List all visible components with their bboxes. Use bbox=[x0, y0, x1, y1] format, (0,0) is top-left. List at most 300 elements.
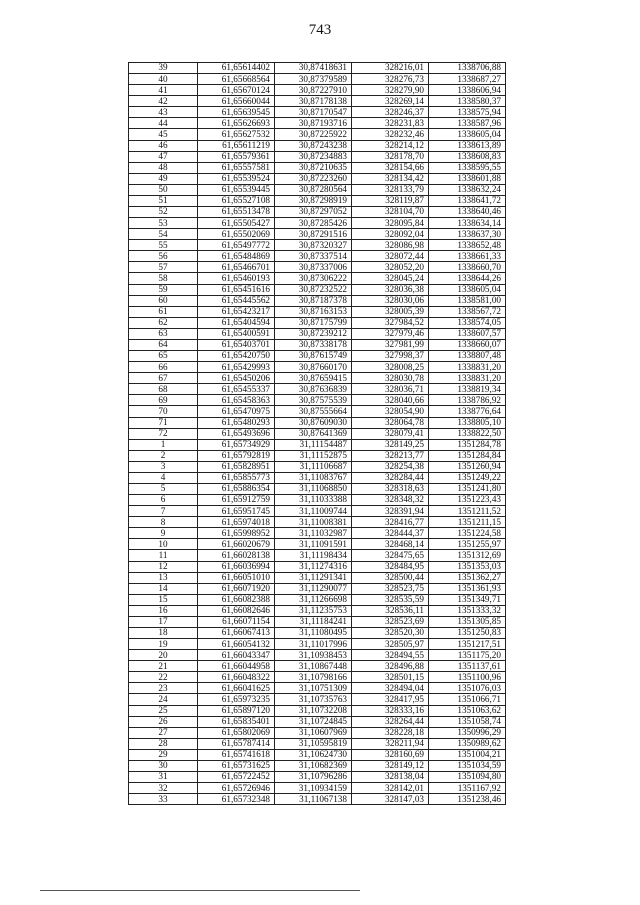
x-coordinate-cell: 328284,44 bbox=[352, 472, 429, 483]
latitude-cell: 61,65897120 bbox=[198, 705, 275, 716]
table-row bbox=[129, 428, 506, 439]
latitude-cell: 61,65455337 bbox=[198, 384, 275, 395]
table-row bbox=[129, 461, 506, 472]
x-coordinate-cell: 328232,46 bbox=[352, 129, 429, 140]
table-row bbox=[129, 195, 506, 206]
table-row bbox=[129, 439, 506, 450]
y-coordinate-cell: 1338831,20 bbox=[429, 362, 506, 373]
latitude-cell: 61,66071920 bbox=[198, 583, 275, 594]
y-coordinate-cell: 1351312,69 bbox=[429, 550, 506, 561]
point-number-cell: 53 bbox=[129, 218, 198, 229]
table-row bbox=[129, 306, 506, 317]
table-row bbox=[129, 639, 506, 650]
latitude-cell: 61,65611219 bbox=[198, 140, 275, 151]
point-number-cell: 40 bbox=[129, 74, 198, 85]
point-number-cell: 63 bbox=[129, 328, 198, 339]
table-row bbox=[129, 85, 506, 96]
point-number-cell: 30 bbox=[129, 760, 198, 771]
longitude-cell: 31,10751309 bbox=[275, 683, 352, 694]
point-number-cell: 48 bbox=[129, 162, 198, 173]
longitude-cell: 31,10595819 bbox=[275, 738, 352, 749]
table-row bbox=[129, 284, 506, 295]
latitude-cell: 61,65627532 bbox=[198, 129, 275, 140]
table-row bbox=[129, 794, 506, 805]
y-coordinate-cell: 1338613,89 bbox=[429, 140, 506, 151]
table-row bbox=[129, 417, 506, 428]
y-coordinate-cell: 1338786,92 bbox=[429, 395, 506, 406]
point-number-cell: 21 bbox=[129, 661, 198, 672]
latitude-cell: 61,65734929 bbox=[198, 439, 275, 450]
x-coordinate-cell: 328005,39 bbox=[352, 306, 429, 317]
x-coordinate-cell: 327984,52 bbox=[352, 317, 429, 328]
table-row bbox=[129, 129, 506, 140]
latitude-cell: 61,65951745 bbox=[198, 506, 275, 517]
y-coordinate-cell: 1351255,97 bbox=[429, 539, 506, 550]
latitude-cell: 61,65404594 bbox=[198, 317, 275, 328]
latitude-cell: 61,65835401 bbox=[198, 716, 275, 727]
point-number-cell: 13 bbox=[129, 572, 198, 583]
longitude-cell: 31,11083767 bbox=[275, 472, 352, 483]
y-coordinate-cell: 1338652,48 bbox=[429, 240, 506, 251]
longitude-cell: 30,87418631 bbox=[275, 63, 352, 74]
y-coordinate-cell: 1338660,70 bbox=[429, 262, 506, 273]
table-row bbox=[129, 240, 506, 251]
point-number-cell: 72 bbox=[129, 428, 198, 439]
table-row bbox=[129, 450, 506, 461]
point-number-cell: 19 bbox=[129, 639, 198, 650]
longitude-cell: 30,87243238 bbox=[275, 140, 352, 151]
y-coordinate-cell: 1351167,92 bbox=[429, 783, 506, 794]
table-row bbox=[129, 184, 506, 195]
latitude-cell: 61,65423217 bbox=[198, 306, 275, 317]
x-coordinate-cell: 328318,63 bbox=[352, 483, 429, 494]
latitude-cell: 61,66071154 bbox=[198, 616, 275, 627]
latitude-cell: 61,65445562 bbox=[198, 295, 275, 306]
table-row bbox=[129, 339, 506, 350]
x-coordinate-cell: 327979,46 bbox=[352, 328, 429, 339]
y-coordinate-cell: 1338632,24 bbox=[429, 184, 506, 195]
point-number-cell: 32 bbox=[129, 783, 198, 794]
point-number-cell: 18 bbox=[129, 627, 198, 638]
table-row bbox=[129, 351, 506, 362]
latitude-cell: 61,65670124 bbox=[198, 85, 275, 96]
table-row bbox=[129, 694, 506, 705]
x-coordinate-cell: 328036,38 bbox=[352, 284, 429, 295]
x-coordinate-cell: 328095,84 bbox=[352, 218, 429, 229]
y-coordinate-cell: 1351249,22 bbox=[429, 472, 506, 483]
y-coordinate-cell: 1351223,43 bbox=[429, 495, 506, 506]
longitude-cell: 31,11291341 bbox=[275, 572, 352, 583]
point-number-cell: 50 bbox=[129, 184, 198, 195]
longitude-cell: 30,87163153 bbox=[275, 306, 352, 317]
table-row bbox=[129, 583, 506, 594]
table-row bbox=[129, 373, 506, 384]
longitude-cell: 30,87193716 bbox=[275, 118, 352, 129]
x-coordinate-cell: 328030,06 bbox=[352, 295, 429, 306]
longitude-cell: 31,10682369 bbox=[275, 760, 352, 771]
y-coordinate-cell: 1338580,37 bbox=[429, 96, 506, 107]
point-number-cell: 42 bbox=[129, 96, 198, 107]
x-coordinate-cell: 328064,78 bbox=[352, 417, 429, 428]
y-coordinate-cell: 1338644,26 bbox=[429, 273, 506, 284]
x-coordinate-cell: 328216,01 bbox=[352, 63, 429, 74]
x-coordinate-cell: 328086,98 bbox=[352, 240, 429, 251]
latitude-cell: 61,66051010 bbox=[198, 572, 275, 583]
latitude-cell: 61,65792819 bbox=[198, 450, 275, 461]
table-row bbox=[129, 683, 506, 694]
table-row bbox=[129, 772, 506, 783]
longitude-cell: 31,10607969 bbox=[275, 727, 352, 738]
x-coordinate-cell: 328133,79 bbox=[352, 184, 429, 195]
x-coordinate-cell: 328228,18 bbox=[352, 727, 429, 738]
latitude-cell: 61,66043347 bbox=[198, 650, 275, 661]
table-row bbox=[129, 517, 506, 528]
longitude-cell: 30,87555664 bbox=[275, 406, 352, 417]
longitude-cell: 30,87641369 bbox=[275, 428, 352, 439]
y-coordinate-cell: 1351353,03 bbox=[429, 561, 506, 572]
y-coordinate-cell: 1338637,30 bbox=[429, 229, 506, 240]
x-coordinate-cell: 328149,25 bbox=[352, 439, 429, 450]
point-number-cell: 10 bbox=[129, 539, 198, 550]
y-coordinate-cell: 1338575,94 bbox=[429, 107, 506, 118]
x-coordinate-cell: 328079,41 bbox=[352, 428, 429, 439]
longitude-cell: 31,11154487 bbox=[275, 439, 352, 450]
point-number-cell: 41 bbox=[129, 85, 198, 96]
x-coordinate-cell: 328535,59 bbox=[352, 594, 429, 605]
y-coordinate-cell: 1338567,72 bbox=[429, 306, 506, 317]
longitude-cell: 31,10938453 bbox=[275, 650, 352, 661]
y-coordinate-cell: 1338831,20 bbox=[429, 373, 506, 384]
point-number-cell: 1 bbox=[129, 439, 198, 450]
x-coordinate-cell: 328211,94 bbox=[352, 738, 429, 749]
latitude-cell: 61,65458363 bbox=[198, 395, 275, 406]
longitude-cell: 30,87298919 bbox=[275, 195, 352, 206]
longitude-cell: 31,10798166 bbox=[275, 672, 352, 683]
y-coordinate-cell: 1351238,46 bbox=[429, 794, 506, 805]
x-coordinate-cell: 328501,15 bbox=[352, 672, 429, 683]
longitude-cell: 31,11198434 bbox=[275, 550, 352, 561]
latitude-cell: 61,65429993 bbox=[198, 362, 275, 373]
latitude-cell: 61,65460193 bbox=[198, 273, 275, 284]
x-coordinate-cell: 328276,73 bbox=[352, 74, 429, 85]
latitude-cell: 61,65403701 bbox=[198, 339, 275, 350]
x-coordinate-cell: 328523,69 bbox=[352, 616, 429, 627]
point-number-cell: 5 bbox=[129, 483, 198, 494]
point-number-cell: 24 bbox=[129, 694, 198, 705]
x-coordinate-cell: 328246,37 bbox=[352, 107, 429, 118]
point-number-cell: 44 bbox=[129, 118, 198, 129]
point-number-cell: 61 bbox=[129, 306, 198, 317]
y-coordinate-cell: 1351284,78 bbox=[429, 439, 506, 450]
longitude-cell: 30,87223260 bbox=[275, 173, 352, 184]
y-coordinate-cell: 1351284,84 bbox=[429, 450, 506, 461]
point-number-cell: 22 bbox=[129, 672, 198, 683]
x-coordinate-cell: 328417,95 bbox=[352, 694, 429, 705]
point-number-cell: 64 bbox=[129, 339, 198, 350]
point-number-cell: 59 bbox=[129, 284, 198, 295]
latitude-cell: 61,65741618 bbox=[198, 749, 275, 760]
longitude-cell: 30,87239212 bbox=[275, 328, 352, 339]
table-row bbox=[129, 506, 506, 517]
x-coordinate-cell: 328523,75 bbox=[352, 583, 429, 594]
longitude-cell: 31,10934159 bbox=[275, 783, 352, 794]
table-row bbox=[129, 295, 506, 306]
point-number-cell: 69 bbox=[129, 395, 198, 406]
longitude-cell: 31,10735763 bbox=[275, 694, 352, 705]
table-row bbox=[129, 550, 506, 561]
longitude-cell: 31,11009744 bbox=[275, 506, 352, 517]
y-coordinate-cell: 1351241,80 bbox=[429, 483, 506, 494]
longitude-cell: 30,87338178 bbox=[275, 339, 352, 350]
longitude-cell: 31,10867448 bbox=[275, 661, 352, 672]
x-coordinate-cell: 328213,77 bbox=[352, 450, 429, 461]
y-coordinate-cell: 1350989,62 bbox=[429, 738, 506, 749]
longitude-cell: 30,87170547 bbox=[275, 107, 352, 118]
point-number-cell: 8 bbox=[129, 517, 198, 528]
x-coordinate-cell: 328178,70 bbox=[352, 151, 429, 162]
y-coordinate-cell: 1338822,50 bbox=[429, 428, 506, 439]
latitude-cell: 61,66041625 bbox=[198, 683, 275, 694]
latitude-cell: 61,66054132 bbox=[198, 639, 275, 650]
x-coordinate-cell: 328500,44 bbox=[352, 572, 429, 583]
latitude-cell: 61,65539524 bbox=[198, 173, 275, 184]
point-number-cell: 70 bbox=[129, 406, 198, 417]
y-coordinate-cell: 1351094,80 bbox=[429, 772, 506, 783]
x-coordinate-cell: 328138,04 bbox=[352, 772, 429, 783]
longitude-cell: 30,87615749 bbox=[275, 351, 352, 362]
latitude-cell: 61,65787414 bbox=[198, 738, 275, 749]
y-coordinate-cell: 1351333,32 bbox=[429, 605, 506, 616]
x-coordinate-cell: 328444,37 bbox=[352, 528, 429, 539]
y-coordinate-cell: 1351260,94 bbox=[429, 461, 506, 472]
x-coordinate-cell: 328536,11 bbox=[352, 605, 429, 616]
latitude-cell: 61,65626693 bbox=[198, 118, 275, 129]
y-coordinate-cell: 1351076,03 bbox=[429, 683, 506, 694]
table-row bbox=[129, 616, 506, 627]
y-coordinate-cell: 1338601,88 bbox=[429, 173, 506, 184]
y-coordinate-cell: 1351362,27 bbox=[429, 572, 506, 583]
longitude-cell: 31,10796286 bbox=[275, 772, 352, 783]
longitude-cell: 30,87225922 bbox=[275, 129, 352, 140]
latitude-cell: 61,65974018 bbox=[198, 517, 275, 528]
x-coordinate-cell: 328092,04 bbox=[352, 229, 429, 240]
x-coordinate-cell: 328496,88 bbox=[352, 661, 429, 672]
x-coordinate-cell: 328391,94 bbox=[352, 506, 429, 517]
point-number-cell: 31 bbox=[129, 772, 198, 783]
table-row bbox=[129, 74, 506, 85]
point-number-cell: 14 bbox=[129, 583, 198, 594]
table-row bbox=[129, 738, 506, 749]
longitude-cell: 31,10732208 bbox=[275, 705, 352, 716]
table-row bbox=[129, 63, 506, 74]
table-row bbox=[129, 760, 506, 771]
latitude-cell: 61,65470975 bbox=[198, 406, 275, 417]
longitude-cell: 31,11067138 bbox=[275, 794, 352, 805]
y-coordinate-cell: 1351305,85 bbox=[429, 616, 506, 627]
y-coordinate-cell: 1338687,27 bbox=[429, 74, 506, 85]
footnote-divider bbox=[40, 890, 360, 891]
longitude-cell: 30,87636839 bbox=[275, 384, 352, 395]
longitude-cell: 31,11235753 bbox=[275, 605, 352, 616]
latitude-cell: 61,65722452 bbox=[198, 772, 275, 783]
coordinates-table bbox=[128, 62, 506, 805]
table-row bbox=[129, 162, 506, 173]
x-coordinate-cell: 328045,24 bbox=[352, 273, 429, 284]
x-coordinate-cell: 327998,37 bbox=[352, 351, 429, 362]
latitude-cell: 61,65513478 bbox=[198, 207, 275, 218]
y-coordinate-cell: 1351137,61 bbox=[429, 661, 506, 672]
table-row bbox=[129, 362, 506, 373]
table-row bbox=[129, 495, 506, 506]
y-coordinate-cell: 1351175,20 bbox=[429, 650, 506, 661]
point-number-cell: 65 bbox=[129, 351, 198, 362]
x-coordinate-cell: 328475,65 bbox=[352, 550, 429, 561]
longitude-cell: 30,87337514 bbox=[275, 251, 352, 262]
table-row bbox=[129, 561, 506, 572]
y-coordinate-cell: 1338605,04 bbox=[429, 129, 506, 140]
y-coordinate-cell: 1338587,96 bbox=[429, 118, 506, 129]
table-row bbox=[129, 627, 506, 638]
table-row bbox=[129, 251, 506, 262]
table-row bbox=[129, 173, 506, 184]
x-coordinate-cell: 328468,14 bbox=[352, 539, 429, 550]
point-number-cell: 66 bbox=[129, 362, 198, 373]
longitude-cell: 30,87660170 bbox=[275, 362, 352, 373]
longitude-cell: 30,87178138 bbox=[275, 96, 352, 107]
table-row bbox=[129, 727, 506, 738]
y-coordinate-cell: 1338607,57 bbox=[429, 328, 506, 339]
y-coordinate-cell: 1338805,10 bbox=[429, 417, 506, 428]
longitude-cell: 30,87306222 bbox=[275, 273, 352, 284]
longitude-cell: 30,87297052 bbox=[275, 207, 352, 218]
table-row bbox=[129, 395, 506, 406]
latitude-cell: 61,65493696 bbox=[198, 428, 275, 439]
latitude-cell: 61,65484869 bbox=[198, 251, 275, 262]
latitude-cell: 61,65480293 bbox=[198, 417, 275, 428]
x-coordinate-cell: 328269,14 bbox=[352, 96, 429, 107]
y-coordinate-cell: 1338706,88 bbox=[429, 63, 506, 74]
y-coordinate-cell: 1351224,58 bbox=[429, 528, 506, 539]
latitude-cell: 61,66020679 bbox=[198, 539, 275, 550]
page-number: 743 bbox=[308, 22, 332, 38]
y-coordinate-cell: 1351063,62 bbox=[429, 705, 506, 716]
longitude-cell: 30,87379589 bbox=[275, 74, 352, 85]
longitude-cell: 31,11033388 bbox=[275, 495, 352, 506]
longitude-cell: 31,11266698 bbox=[275, 594, 352, 605]
longitude-cell: 31,11017996 bbox=[275, 639, 352, 650]
point-number-cell: 60 bbox=[129, 295, 198, 306]
latitude-cell: 61,65731625 bbox=[198, 760, 275, 771]
longitude-cell: 31,10624730 bbox=[275, 749, 352, 760]
latitude-cell: 61,65973235 bbox=[198, 694, 275, 705]
y-coordinate-cell: 1351211,15 bbox=[429, 517, 506, 528]
latitude-cell: 61,65579361 bbox=[198, 151, 275, 162]
y-coordinate-cell: 1351349,71 bbox=[429, 594, 506, 605]
latitude-cell: 61,66036994 bbox=[198, 561, 275, 572]
x-coordinate-cell: 328160,69 bbox=[352, 749, 429, 760]
latitude-cell: 61,66067413 bbox=[198, 627, 275, 638]
longitude-cell: 30,87187378 bbox=[275, 295, 352, 306]
point-number-cell: 20 bbox=[129, 650, 198, 661]
y-coordinate-cell: 1351211,52 bbox=[429, 506, 506, 517]
x-coordinate-cell: 328416,77 bbox=[352, 517, 429, 528]
y-coordinate-cell: 1338574,05 bbox=[429, 317, 506, 328]
point-number-cell: 49 bbox=[129, 173, 198, 184]
table-row bbox=[129, 472, 506, 483]
longitude-cell: 30,87232522 bbox=[275, 284, 352, 295]
latitude-cell: 61,65732348 bbox=[198, 794, 275, 805]
point-number-cell: 54 bbox=[129, 229, 198, 240]
longitude-cell: 30,87210635 bbox=[275, 162, 352, 173]
longitude-cell: 30,87609030 bbox=[275, 417, 352, 428]
point-number-cell: 26 bbox=[129, 716, 198, 727]
table-row bbox=[129, 262, 506, 273]
table-row bbox=[129, 140, 506, 151]
table-row bbox=[129, 151, 506, 162]
point-number-cell: 55 bbox=[129, 240, 198, 251]
latitude-cell: 61,65998952 bbox=[198, 528, 275, 539]
longitude-cell: 30,87234883 bbox=[275, 151, 352, 162]
x-coordinate-cell: 328036,71 bbox=[352, 384, 429, 395]
x-coordinate-cell: 328104,70 bbox=[352, 207, 429, 218]
latitude-cell: 61,65886354 bbox=[198, 483, 275, 494]
point-number-cell: 7 bbox=[129, 506, 198, 517]
table-row bbox=[129, 118, 506, 129]
latitude-cell: 61,65639545 bbox=[198, 107, 275, 118]
y-coordinate-cell: 1338640,46 bbox=[429, 207, 506, 218]
latitude-cell: 61,65726946 bbox=[198, 783, 275, 794]
latitude-cell: 61,66082646 bbox=[198, 605, 275, 616]
table-row bbox=[129, 328, 506, 339]
longitude-cell: 31,10724845 bbox=[275, 716, 352, 727]
latitude-cell: 61,66082388 bbox=[198, 594, 275, 605]
latitude-cell: 61,65828951 bbox=[198, 461, 275, 472]
table-row bbox=[129, 528, 506, 539]
latitude-cell: 61,65539445 bbox=[198, 184, 275, 195]
longitude-cell: 30,87227910 bbox=[275, 85, 352, 96]
x-coordinate-cell: 328149,12 bbox=[352, 760, 429, 771]
y-coordinate-cell: 1338634,14 bbox=[429, 218, 506, 229]
latitude-cell: 61,65451616 bbox=[198, 284, 275, 295]
point-number-cell: 33 bbox=[129, 794, 198, 805]
longitude-cell: 30,87659415 bbox=[275, 373, 352, 384]
longitude-cell: 30,87175799 bbox=[275, 317, 352, 328]
latitude-cell: 61,65557581 bbox=[198, 162, 275, 173]
table-row bbox=[129, 594, 506, 605]
latitude-cell: 61,65527108 bbox=[198, 195, 275, 206]
point-number-cell: 71 bbox=[129, 417, 198, 428]
x-coordinate-cell: 328333,16 bbox=[352, 705, 429, 716]
point-number-cell: 39 bbox=[129, 63, 198, 74]
longitude-cell: 30,87291516 bbox=[275, 229, 352, 240]
y-coordinate-cell: 1338641,72 bbox=[429, 195, 506, 206]
longitude-cell: 30,87285426 bbox=[275, 218, 352, 229]
y-coordinate-cell: 1338581,00 bbox=[429, 295, 506, 306]
table-row bbox=[129, 661, 506, 672]
table-row bbox=[129, 317, 506, 328]
longitude-cell: 31,11080495 bbox=[275, 627, 352, 638]
table-row bbox=[129, 705, 506, 716]
longitude-cell: 30,87280564 bbox=[275, 184, 352, 195]
latitude-cell: 61,65912759 bbox=[198, 495, 275, 506]
y-coordinate-cell: 1351058,74 bbox=[429, 716, 506, 727]
y-coordinate-cell: 1351004,21 bbox=[429, 749, 506, 760]
point-number-cell: 62 bbox=[129, 317, 198, 328]
table-row bbox=[129, 672, 506, 683]
point-number-cell: 6 bbox=[129, 495, 198, 506]
point-number-cell: 23 bbox=[129, 683, 198, 694]
latitude-cell: 61,65855773 bbox=[198, 472, 275, 483]
